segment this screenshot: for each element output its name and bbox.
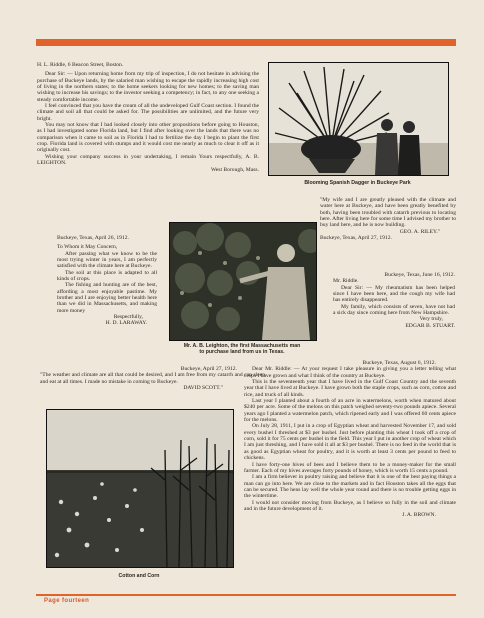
letter-signature: H. D. LARAWAY. bbox=[105, 320, 147, 327]
letter-closing: Respectfully, bbox=[113, 314, 143, 321]
letter-salutation: Mr. Riddle. bbox=[333, 278, 359, 285]
letter-riley bbox=[320, 197, 456, 241]
letter-laraway bbox=[57, 235, 157, 327]
spanish-dagger-photo bbox=[268, 62, 449, 176]
leighton-caption-line: to purchase land from us in Texas. bbox=[199, 349, 285, 355]
letter-paragraph: The fishing and hunting are of the best, affording a most enjoyable pastime. My brother and I are enjoying better health here than we did in Massachusetts, and making more money bbox=[57, 282, 157, 314]
letter-dateline: Buckeye, Texas, June 16, 1912. bbox=[384, 272, 455, 278]
letter-location: West Borough, Mass. bbox=[210, 166, 259, 173]
letter-paragraph: Dear Sir: — My rheumatism has been helped since I have been here, and the cough my wife had has entirely disappeared. bbox=[333, 284, 455, 304]
letter-dateline: Buckeye, Texas, April 27, 1912. bbox=[320, 235, 392, 242]
letter-paragraph: I have forty-one hives of bees and I believe them to be a money-maker for the small farmer. Each of my hives averages forty pounds of honey, which is worth 15 cents a pound. bbox=[244, 461, 456, 474]
letter-dateline: Buckeye, Texas, August 6, 1912. bbox=[362, 360, 436, 366]
letter-signature: DAVID SCOTT." bbox=[183, 385, 223, 392]
top-orange-rule bbox=[36, 39, 456, 46]
letter-paragraph: The soil at this place is adapted to all kinds of crops. bbox=[57, 269, 157, 283]
letter-paragraph: On July 28, 1911, I put in a crop of Egyptian wheat and harvested November 17, and sold every bushel I threshed at $3 per bushel. Just before planting this wheat I took off a crop of corn, sold it for 75 cents per bushel in the field. This year I put in another crop of wheat which I am just threshing, and I have sold it all at $3 per bushel. There is no feed in the world that is as good as Egyptian wheat for poultry, and it is worth at least 3 cents per pound to feed to chickens. bbox=[244, 423, 456, 462]
page-number: Page fourteen bbox=[44, 598, 90, 604]
letter-paragraph: Dear Sir: — Upon returning home from my trip of inspection, I do not hesitate in advising the purchase of Buckeye lands, by the salaried man wishing to escape the rapidly increasing high cost of living in the northern states; to the home seekers looking for new homes; to the saving man wishing to increase his savings; to the investor seeking a competency; in fact, to any one seeking a steady comfortable income. bbox=[37, 71, 259, 103]
letter-paragraph: I feel convinced that you have the cream of all the undeveloped Gulf Coast section. I found the climate and soil all that could be asked for. The possibilities are unlimited, and the future very bright. bbox=[37, 103, 259, 122]
leighton-photo bbox=[169, 222, 317, 341]
letter-paragraph: Last year I planted about a fourth of an acre in watermelons, worth when matured about $240 per acre. Some of the melons on this patch weighed seventy-two pounds apiece. Several years ago I planted a watermelon patch, which ripened early and I was offered 60 cents apiece for the melons. bbox=[244, 398, 456, 424]
letter-dateline: Buckeye, April 27, 1912. bbox=[180, 366, 237, 372]
letter-signature: J. A. BROWN. bbox=[402, 512, 436, 519]
letter-brown bbox=[244, 360, 456, 519]
letter-paragraph: Wishing your company success in your undertaking, I remain Yours respectfully, A. B. LEIGHTON. bbox=[37, 153, 259, 167]
letter-stuart bbox=[333, 272, 455, 329]
cotton-corn-photo bbox=[46, 409, 234, 568]
letter-scott bbox=[40, 366, 265, 391]
letter-dateline: Buckeye, Texas, April 26, 1912. bbox=[57, 235, 129, 241]
letter-leighton bbox=[37, 62, 259, 173]
letter-paragraph: My family, which consists of seven, have not had a sick day since coming here from New Hampshire. bbox=[333, 303, 455, 317]
letter-salutation: To Whom it May Concern, bbox=[57, 244, 118, 251]
spanish-dagger-caption: Blooming Spanish Dagger in Buckeye Park bbox=[304, 180, 411, 186]
letter-paragraph: "The weather and climate are all that could be desired, and I am free from my catarrh and can sleep and eat at all times. I made no mistake in coming to Buckeye. bbox=[40, 372, 265, 385]
letter-paragraph: I am a firm believer in poultry raising and believe that it is one of the best paying things a man can go into here. We are close to the markets and in fact Houston takes all the eggs that can be secured. The hens lay well the whole year round and there is no trouble getting eggs in the wintertime. bbox=[244, 474, 456, 500]
letter-signature: GEO. A. RILEY." bbox=[399, 228, 440, 235]
letter-paragraph: "My wife and I are greatly pleased with the climate and water here at Buckeye, and have been greatly benefited by both, having been troubled with catarrh previous to locating here. After living here for some time I advised my brother to buy land here, and he is now building. bbox=[320, 197, 456, 229]
letter-paragraph: After passing what we know to be the most trying winter in years, I am perfectly satisfied with the climate here at Buckeye. bbox=[57, 250, 157, 270]
letter-paragraph: This is the seventeenth year that I have lived in the Gulf Coast Country and the seventh year that I have lived at Buckeye. I have grown both the staple crops, such as corn, cotton and rice, and truck of all kinds. bbox=[244, 379, 456, 398]
letter-addressee: H. L. Riddle, 6 Beacon Street, Boston. bbox=[37, 62, 124, 68]
letter-paragraph: Dear Mr. Riddle: — At your request I take pleasure in giving you a letter telling what crops I have grown and what I think of the country at Buckeye. bbox=[244, 366, 456, 379]
bottom-orange-rule bbox=[36, 594, 456, 596]
leighton-caption-line: Mr. A. B. Leighton, the first Massachusetts man bbox=[183, 343, 301, 349]
letter-paragraph: You may not know that I had looked closely into other propositions before going to Houston, as I had investigated some Florida land, but I find after looking over the lands that there was no comparison when it came to soil as in Florida I had to fertilize the day I begin to plant the first crop. Florida land is covered with stumps and it would cost me nearly as much to clear it off as it originally cost. bbox=[37, 122, 259, 154]
letter-closing: Very truly, bbox=[419, 316, 443, 323]
cotton-corn-caption: Cotton and Corn bbox=[118, 573, 160, 579]
letter-signature: EDGAR B. STUART. bbox=[405, 322, 455, 329]
letter-paragraph: I would not consider moving from Buckeye, as I believe so fully in the soil and climate and in the future development of it. bbox=[244, 499, 456, 512]
leighton-caption bbox=[166, 343, 318, 355]
